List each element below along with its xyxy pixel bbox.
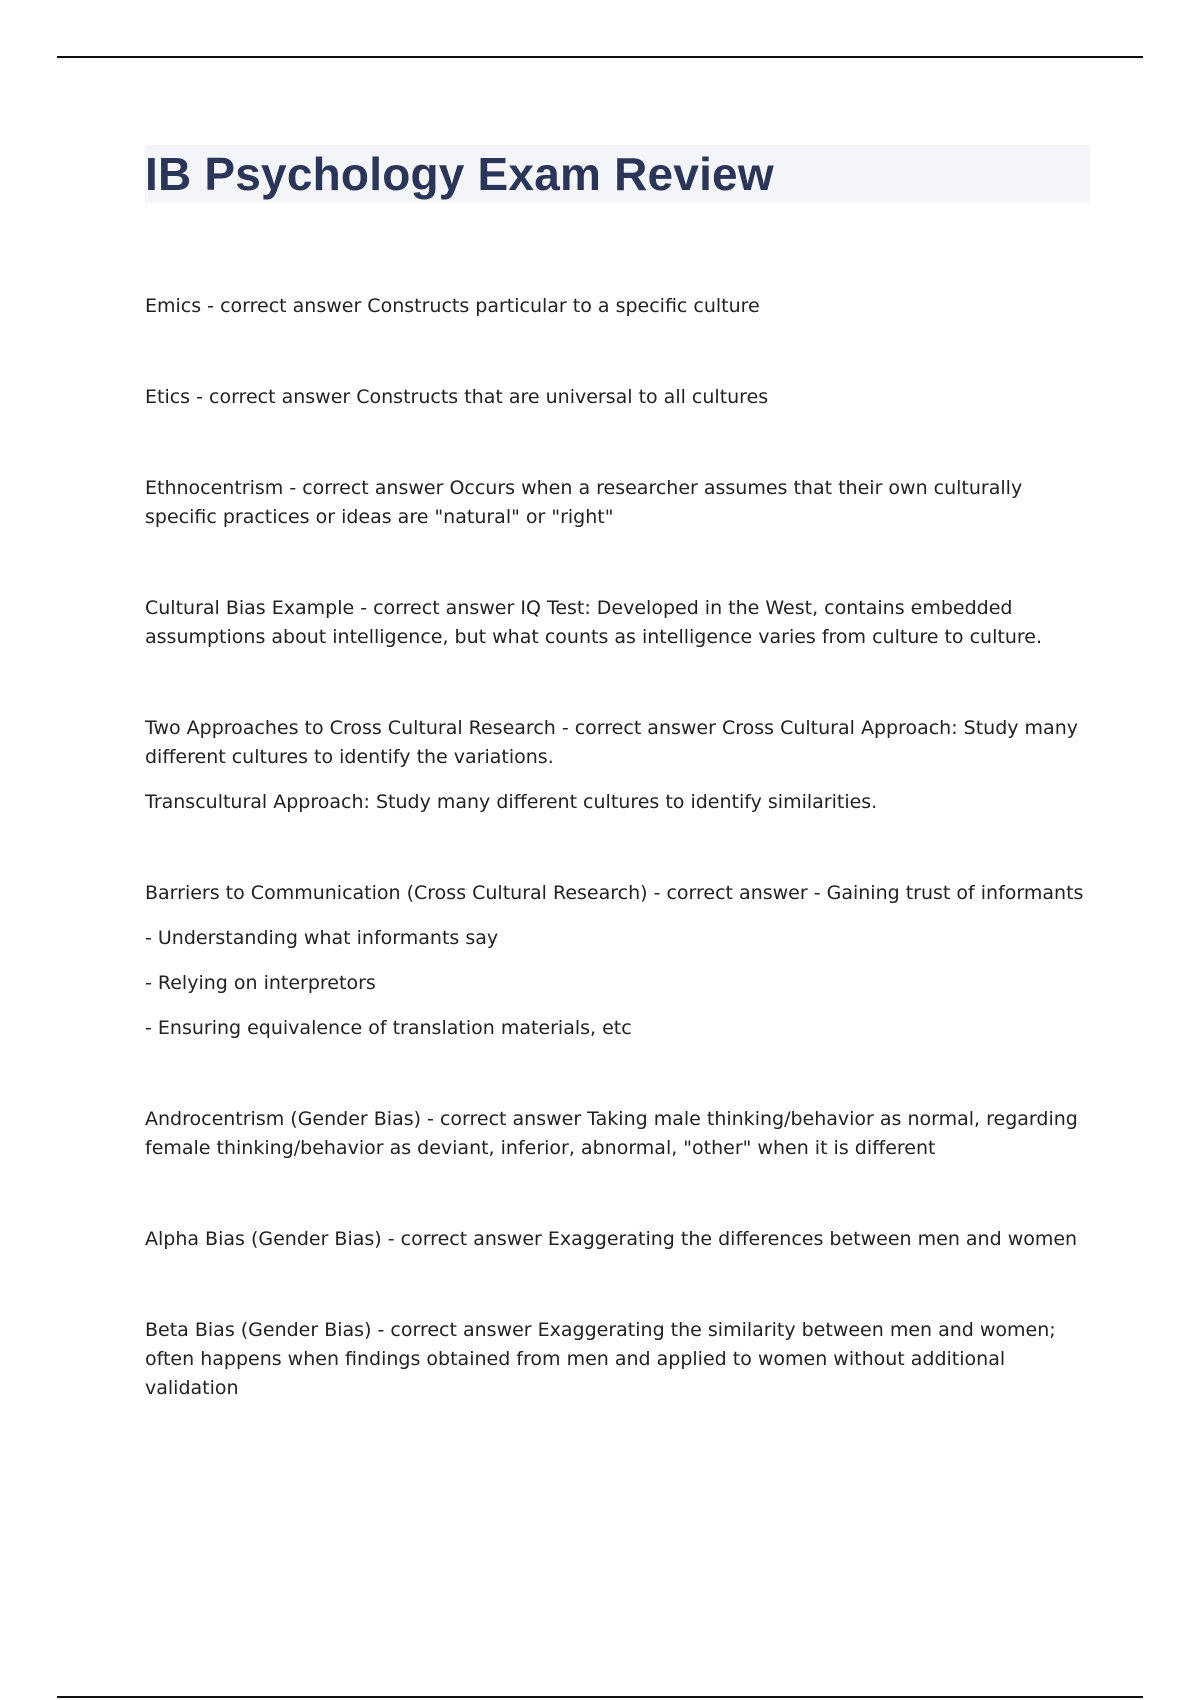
entry-text: Androcentrism (Gender Bias) - correct answer Taking male thinking/behavior as normal, regarding female thinking/behavior as deviant, inferior, abnormal, "other" when it is different	[145, 1108, 1078, 1159]
bottom-divider	[57, 1696, 1143, 1698]
entry-beta-bias	[145, 1316, 1090, 1403]
entry-bullet: - Understanding what informants say	[145, 927, 499, 949]
entry-text: Ethnocentrism - correct answer Occurs when a researcher assumes that their own culturally specific practices or ideas are "natural" or "right"	[145, 477, 1023, 528]
entry-text: Etics - correct answer Constructs that are universal to all cultures	[145, 386, 769, 408]
entry-androcentrism	[145, 1105, 1090, 1163]
top-divider	[57, 56, 1143, 58]
entry-bullet: - Ensuring equivalence of translation materials, etc	[145, 1017, 632, 1039]
entry-text: Transcultural Approach: Study many different cultures to identify similarities.	[145, 791, 878, 813]
entry-text: Two Approaches to Cross Cultural Research - correct answer Cross Cultural Approach: Study many different cultures to identify the variations.	[145, 717, 1078, 768]
entry-ethnocentrism	[145, 474, 1090, 532]
page-title: IB Psychology Exam Review	[145, 148, 774, 200]
entry-text: Cultural Bias Example - correct answer IQ Test: Developed in the West, contains embedded assumptions about intelligence, but what counts as intelligence varies from culture to culture.	[145, 597, 1042, 648]
entry-cultural-bias-example	[145, 594, 1090, 652]
entry-text: Beta Bias (Gender Bias) - correct answer Exaggerating the similarity between men and women; often happens when findings obtained from men and applied to women without additional validation	[145, 1319, 1056, 1399]
entry-bullet: - Relying on interpretors	[145, 972, 376, 994]
entry-barriers-to-communication	[145, 879, 1090, 1043]
entry-etics	[145, 383, 1090, 412]
entry-text: Alpha Bias (Gender Bias) - correct answer Exaggerating the differences between men and women	[145, 1228, 1078, 1250]
entry-text: Barriers to Communication (Cross Cultural Research) - correct answer - Gaining trust of informants	[145, 882, 1084, 904]
entry-text: Emics - correct answer Constructs particular to a specific culture	[145, 295, 760, 317]
entry-alpha-bias	[145, 1225, 1090, 1254]
entry-emics	[145, 292, 1090, 321]
entry-list	[145, 292, 1090, 1465]
entry-two-approaches	[145, 714, 1090, 817]
